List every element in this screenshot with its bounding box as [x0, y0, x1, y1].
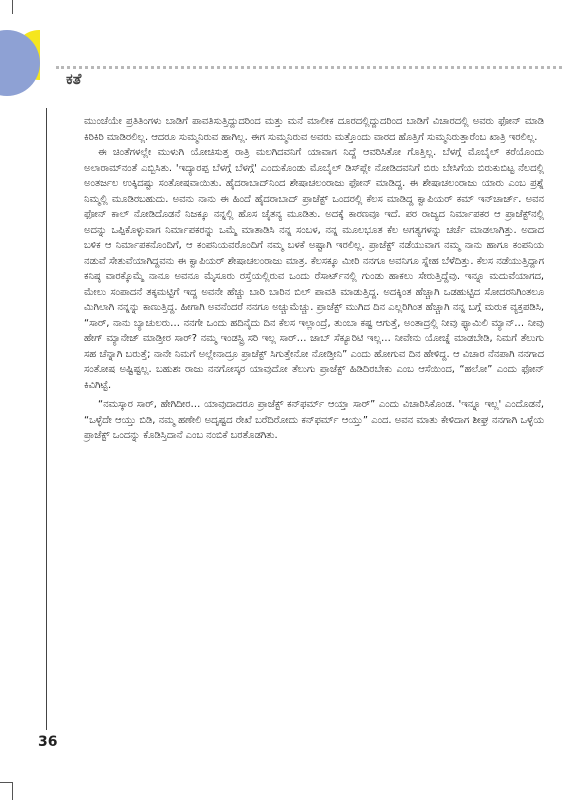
article-body	[84, 114, 544, 444]
paragraph-2: ಈ ಚಿಂತೆಗಳಲ್ಲೇ ಮುಳುಗಿ ಯೋಚಿಸುತ್ತ ರಾತ್ರಿ ಮಲಗಿದವನಿಗೆ ಯಾವಾಗ ನಿದ್ದೆ ಆವರಿಸಿತೋ ಗೊತ್ತಿಲ್ಲ. ಬೆಳಗ್ಗೆ ಮೊಬೈಲ್ ಕರೆಯೊಂದು ಅಲಾರಾಮ್‌ನಂತೆ ಎಬ್ಬಿಸಿತು. 'ಇದ್ಯಾರಪ್ಪ ಬೆಳಗ್ಗೆ ಬೆಳಗ್ಗೆ' ಎಂದುಕೊಂಡು ಮೊಬೈಲ್ ಡಿಸ್‌ಪ್ಲೇ ನೋಡಿದವನಿಗೆ ಬಿರು ಬೇಸಿಗೆಯ ಬಿರುಕುಬಿಟ್ಟ ನೆಲದಲ್ಲಿ ಅಂತರ್ಜಲ ಉಕ್ಕಿದಷ್ಟು ಸಂತೋಷವಾಯಿತು. ಹೈದರಾಬಾದ್‌ನಿಂದ ಶೇಷಾಚಲಂರಾಜು ಫೋನ್ ಮಾಡಿದ್ದ. ಈ ಶೇಷಾಚಲಂರಾಜು ಯಾರು ಎಂಬ ಪ್ರಶ್ನೆ ನಿಮ್ಮಲ್ಲಿ ಮೂಡಿರಬಹುದು. ಅವನು ನಾನು ಈ ಹಿಂದೆ ಹೈದರಾಬಾದ್ ಪ್ರಾಜೆಕ್ಟ್ ಒಂದರಲ್ಲಿ ಕೆಲಸ ಮಾಡಿದ್ದ ಕ್ವಾಪಿಯರ್ ಕಮ್ ಇನ್‌ಚಾರ್ಜ್. ಅವನ ಫೋನ್ ಕಾಲ್ ನೋಡಿದೊಡನೆ ನಿಜಕ್ಕೂ ನನ್ನಲ್ಲಿ ಹೊಸ ಚೈತನ್ಯ ಮೂಡಿತು. ಅದಕ್ಕೆ ಕಾರಣವೂ ಇದೆ. ಪರ ರಾಜ್ಯದ ನಿರ್ಮಾಪಕರ ಆ ಪ್ರಾಜೆಕ್ಟ್‌ನಲ್ಲಿ ಅದನ್ನು ಒಪ್ಪಿಕೊಳ್ಳುವಾಗ ನಿರ್ಮಾಪಕರನ್ನು ಒಮ್ಮೆ ಮಾತಾಡಿಸಿ ನನ್ನ ಸಂಬಳ, ನನ್ನ ಮೂಲಭೂತ ಕೆಲ ಅಗತ್ಯಗಳನ್ನು ಚರ್ಚೆ ಮಾಡಲಾಗಿತ್ತು. ಅದಾದ ಬಳಿಕ ಆ ನಿರ್ಮಾಪಕನೊಂದಿಗೆ, ಆ ಕಂಪನಿಯವರೊಂದಿಗೆ ನಮ್ಮ ಬಳಕೆ ಅಷ್ಟಾಗಿ ಇರಲಿಲ್ಲ. ಪ್ರಾಜೆಕ್ಟ್ ನಡೆಯುವಾಗ ನಮ್ಮ ನಾನು ಹಾಗೂ ಕಂಪನಿಯ ನಡುವೆ ಸೇತುವೆಯಾಗಿದ್ದವನು ಈ ಕ್ವಾಪಿಯರ್ ಶೇಷಾಚಲಂರಾಜು ಮಾತ್ರ. ಕೆಲಸಕ್ಕೂ ಮೀರಿ ನನಗೂ ಅವನಿಗೂ ಸ್ನೇಹ ಬೆಳೆದಿತ್ತು. ಕೆಲಸ ನಡೆಯುತ್ತಿದ್ದಾಗ ಕನಿಷ್ಠ ವಾರಕ್ಕೊಮ್ಮೆ ನಾನೂ ಅವನೂ ಮೈಸೂರು ರಸ್ತೆಯಲ್ಲಿರುವ ಒಂದು ರೆಸಾರ್ಟ್‌ನಲ್ಲಿ ಗುಂಡು ಹಾಕಲು ಸೇರುತ್ತಿದ್ದೆವು. ಇನ್ನೂ ಮದುವೆಯಾಗದ, ಮೇಲು ಸಂಪಾದನೆ ತಕ್ಕಮಟ್ಟಿಗೆ ಇದ್ದ ಅವನೇ ಹೆಚ್ಚು ಬಾರಿ ಬಾರಿನ ಬಿಲ್ ಪಾವತಿ ಮಾಡುತ್ತಿದ್ದ. ಅದಕ್ಕಿಂತ ಹೆಚ್ಚಾಗಿ ಒಡಹುಟ್ಟಿದ ಸೋದರನಿಗಿಂತಲೂ ಮಿಗಿಲಾಗಿ ನನ್ನನ್ನು ಕಾಣುತ್ತಿದ್ದ. ಹೀಗಾಗಿ ಅವನೆಂದರೆ ನನಗೂ ಅಚ್ಚುಮೆಚ್ಚು. ಪ್ರಾಜೆಕ್ಟ್ ಮುಗಿದ ದಿನ ಎಲ್ಲರಿಗಿಂತ ಹೆಚ್ಚಾಗಿ ನನ್ನ ಬಗ್ಗೆ ಮರುಕ ವ್ಯಕ್ತಪಡಿಸಿ, “ಸಾರ್, ನಾನು ಬ್ಯಾಚುಲರು… ನನಗೇ ಒಂದು ಹದಿನೈದು ದಿನ ಕೆಲಸ ಇಲ್ಲಾಂದ್ರೆ, ತುಂಬಾ ಕಷ್ಟ ಆಗುತ್ತೆ, ಅಂತಾದ್ರಲ್ಲಿ ನೀವು ಫ್ಯಾಮಿಲಿ ಮ್ಯಾನ್… ನೀವು ಹೇಗ್ ಮ್ಯಾನೇಜ್ ಮಾಡ್ತೀರ ಸಾರ್? ನಮ್ಮ ಇಂಡಸ್ಟ್ರಿ ಸರಿ ಇಲ್ಲ ಸಾರ್… ಜಾಬ್ ಸೆಕ್ಯೂರಿಟಿ ಇಲ್ಲ… ನೀವೇನು ಯೋಚ್ನೆ ಮಾಡಬೇಡಿ, ನಿಮಗೆ ತೆಲುಗು ಸಹ ಚೆನ್ನಾಗಿ ಬರುತ್ತೆ; ನಾನೇ ನಿಮಗೆ ಅಲ್ಲೇನಾದ್ರೂ ಪ್ರಾಜೆಕ್ಟ್ ಸಿಗುತ್ತೇನೋ ನೋಡ್ತೀನಿ” ಎಂದು ಹೋಗುವ ದಿನ ಹೇಳಿದ್ದ. ಆ ವಿಚಾರ ನೆನಪಾಗಿ ನನಗಾದ ಸಂತೋಷ ಅಷ್ಟಿಷ್ಟಲ್ಲ. ಬಹುಶಃ ರಾಜು ನನಗೋಸ್ಕರ ಯಾವುದೋ ತೆಲುಗು ಪ್ರಾಜೆಕ್ಟ್ ಹಿಡಿದಿರಬೇಕು ಎಂಬ ಆಸೆಯಿಂದ, “ಹಲೋ” ಎಂದು ಫೋನ್ ಕಿವಿಗಿಟ್ಟೆ.	[84, 147, 544, 391]
crop-mark-top-vertical	[12, 0, 13, 14]
decorative-circles	[0, 0, 40, 110]
header-dotted-rule	[56, 66, 562, 69]
margin-rule	[46, 108, 47, 730]
paragraph-1: ಮುಂಚೆಯೇ ಪ್ರತಿತಿಂಗಳು ಬಾಡಿಗೆ ಪಾವತಿಸುತ್ತಿದ್ದುದರಿಂದ ಮತ್ತು ಮನೆ ಮಾಲೀಕ ದೂರದಲ್ಲಿದ್ದುದರಿಂದ ಬಾಡಿಗೆ ವಿಚಾರದಲ್ಲಿ ಅವರು ಫೋನ್ ಮಾಡಿ ಕಿರಿಕಿರಿ ಮಾಡಿರಲಿಲ್ಲ. ಆದರೂ ಸುಮ್ಮನಿರುವ ಹಾಗಿಲ್ಲ. ಈಗ ಸುಮ್ಮನಿರುವ ಅವರು ಮತ್ತೊಂದು ವಾರದ ಹೊತ್ತಿಗೆ ಸುಮ್ಮನಿರುತ್ತಾರೆಂಬ ಖಾತ್ರಿ ಇರಲಿಲ್ಲ.	[84, 116, 544, 143]
crop-mark-bottom-vertical	[12, 782, 13, 800]
section-label: ಕತೆ	[66, 70, 82, 88]
crop-mark-bottom-horizontal	[0, 782, 12, 783]
paragraph-3: “ನಮಸ್ಕಾರ ಸಾರ್, ಹೇಗಿದೀರ… ಯಾವುದಾದರೂ ಪ್ರಾಜೆಕ್ಟ್ ಕನ್‌ಫರ್ಮ್ ಆಯ್ತಾ ಸಾರ್” ಎಂದು ವಿಚಾರಿಸಿಕೊಂಡ. 'ಇನ್ನೂ ಇಲ್ಲ' ಎಂದೊಡನೆ, “ಒಳ್ಳೆದೇ ಆಯ್ತು ಬಿಡಿ, ನಮ್ಮ ಹಣೇಲಿ ಅದೃಷ್ಟದ ರೇಖೆ ಬರೆದಿರೋದು ಕನ್‌ಫರ್ಮ್ ಆಯ್ತು” ಎಂದ. ಅವನ ಮಾತು ಕೇಳಿದಾಗ ಶೀಘ್ರ ನನಗಾಗಿ ಒಳ್ಳೆಯ ಪ್ರಾಜೆಕ್ಟ್ ಒಂದನ್ನು ಕೊಡಿಸ್ತಿದಾನೆ ಎಂಬ ನಂಬಿಕೆ ಬರತೊಡಗಿತು.	[84, 399, 544, 441]
page-number: 36	[38, 734, 58, 750]
